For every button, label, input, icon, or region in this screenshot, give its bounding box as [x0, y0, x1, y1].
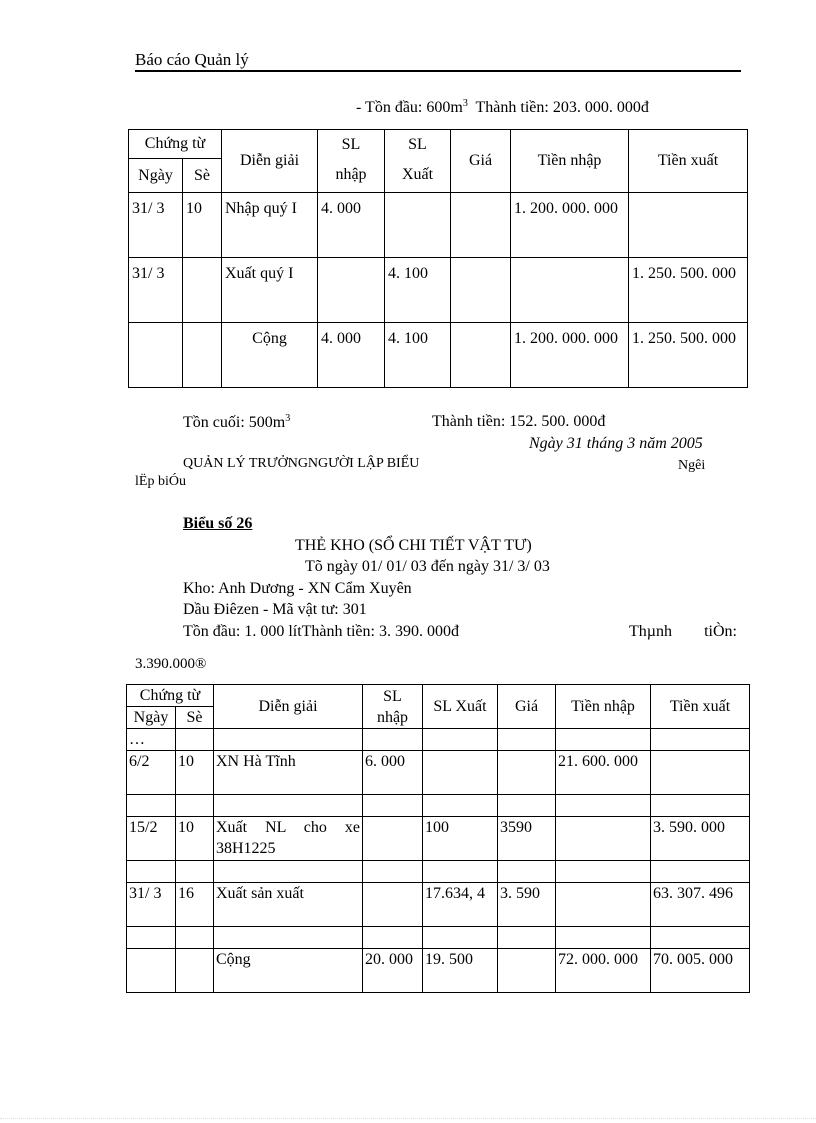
table-row-total	[127, 949, 750, 993]
cell-dien-giai: Nhập quý I	[222, 193, 318, 258]
cell-dien-giai: Xuất quý I	[222, 258, 318, 323]
cell-sl-xuat: 4. 100	[385, 258, 451, 323]
header-tien-nhap: Tiền nhập	[511, 130, 629, 193]
closing-amount: Thành tiền: 152. 500. 000đ	[432, 413, 606, 430]
header-sl-nhap: SL nhập	[318, 130, 385, 193]
table-row	[127, 751, 750, 795]
cell-tien-xuat	[629, 193, 748, 258]
closing-balance-label: Tồn cuối: 500m	[183, 414, 286, 431]
cell-ngay: 31/ 3	[129, 258, 183, 323]
cell-sl-nhap: 4. 000	[318, 323, 385, 388]
cell-sl-xuat	[423, 751, 498, 795]
header-so: Sè	[176, 707, 214, 729]
page-header-title: Báo cáo Quản lý	[135, 50, 249, 69]
cell-tien-nhap	[511, 258, 629, 323]
cell-sl-nhap: 6. 000	[363, 751, 423, 795]
cell-tien-xuat: 1. 250. 500. 000	[629, 323, 748, 388]
cell-sl-xuat	[385, 193, 451, 258]
cell-so	[176, 949, 214, 993]
header-ngay: Ngày	[129, 159, 183, 193]
cell-sl-nhap	[363, 817, 423, 861]
cell-sl-nhap	[363, 883, 423, 927]
stock-table-1	[128, 129, 748, 388]
table-row	[127, 817, 750, 861]
cell-tien-xuat: 70. 005. 000	[651, 949, 750, 993]
section-title: THẺ KHO (SỔ CHI TIẾT VẬT TƯ)	[295, 537, 532, 554]
opening-balance-exponent: 3	[462, 98, 468, 109]
cell-ngay: 31/ 3	[127, 883, 176, 927]
cell-tien-nhap: 21. 600. 000	[556, 751, 651, 795]
cell-sl-xuat: 4. 100	[385, 323, 451, 388]
opening-balance-2: Tồn đầu: 1. 000 lítThành tiền: 3. 390. 000đ	[183, 623, 459, 640]
stock-table-2	[126, 684, 750, 993]
form-number: Biểu số 26	[183, 515, 253, 532]
header-gia: Giá	[451, 130, 511, 193]
cell-gia	[451, 323, 511, 388]
header-sl-xuat: SL Xuất	[423, 685, 498, 729]
header-tien-xuat: Tiền xuất	[629, 130, 748, 193]
table-row-spacer	[127, 861, 750, 883]
header-tien-nhap: Tiền nhập	[556, 685, 651, 729]
cell-so	[183, 323, 222, 388]
cell-so: 10	[176, 751, 214, 795]
cell-tien-nhap	[556, 883, 651, 927]
cell-gia	[498, 949, 556, 993]
table2-header-row-1	[127, 685, 750, 707]
closing-balance-exponent: 3	[285, 413, 291, 424]
cell-tien-xuat	[651, 751, 750, 795]
cell-sl-xuat: 19. 500	[423, 949, 498, 993]
warehouse: Kho: Anh Dương - XN Cẩm Xuyên	[183, 580, 412, 597]
header-chung-tu: Chứng từ	[129, 130, 222, 159]
header-dien-giai: Diễn giải	[214, 685, 363, 729]
page-bottom-edge	[0, 1118, 816, 1119]
cell-gia: 3. 590	[498, 883, 556, 927]
header-sl-nhap: SL nhập	[363, 685, 423, 729]
header-rule	[135, 70, 741, 72]
cell-sl-xuat: 100	[423, 817, 498, 861]
garbled-value: 3.390.000®	[135, 656, 207, 672]
cell-ngay	[127, 949, 176, 993]
header-dien-giai: Diễn giải	[222, 130, 318, 193]
opening-balance-amount: Thành tiền: 203. 000. 000đ	[475, 99, 649, 116]
cell-sl-nhap: 4. 000	[318, 193, 385, 258]
cell-dien-giai: XN Hà Tĩnh	[214, 751, 363, 795]
table-row-spacer	[127, 795, 750, 817]
cell-tien-xuat: 3. 590. 000	[651, 817, 750, 861]
signature-left: lËp biÓu	[135, 474, 186, 489]
period: Tõ ngày 01/ 01/ 03 đến ngày 31/ 3/ 03	[305, 558, 550, 575]
cell-dien-giai: Xuất NL cho xe 38H1225	[214, 817, 363, 861]
cell-tien-xuat: 1. 250. 500. 000	[629, 258, 748, 323]
table-row	[129, 193, 748, 258]
cell-ngay: 15/2	[127, 817, 176, 861]
cell-dien-giai: Cộng	[214, 949, 363, 993]
material: Dầu Điêzen - Mã vật tư: 301	[183, 601, 367, 618]
cell-tien-nhap: 72. 000. 000	[556, 949, 651, 993]
header-gia: Giá	[498, 685, 556, 729]
table-row	[129, 258, 748, 323]
cell-tien-xuat: 63. 307. 496	[651, 883, 750, 927]
cell-dien-giai: Cộng	[222, 323, 318, 388]
cell-gia	[451, 258, 511, 323]
cell-tien-nhap: 1. 200. 000. 000	[511, 193, 629, 258]
cell-sl-xuat: 17.634, 4	[423, 883, 498, 927]
table-row-spacer	[127, 927, 750, 949]
cell-gia	[498, 751, 556, 795]
garbled-label: Thµnh tiÒn:	[629, 623, 737, 640]
cell-ngay: 6/2	[127, 751, 176, 795]
table-row-ellipsis	[127, 729, 750, 751]
table1-header-row-1	[129, 130, 748, 159]
cell-ellipsis: …	[127, 729, 176, 751]
signature-right: Ngêi	[678, 458, 706, 473]
cell-ngay: 31/ 3	[129, 193, 183, 258]
cell-tien-nhap: 1. 200. 000. 000	[511, 323, 629, 388]
header-ngay: Ngày	[127, 707, 176, 729]
signature-titles: QUẢN LÝ TRƯỞNGNGƯỜI LẬP BIỂU	[183, 456, 420, 471]
table-row-total	[129, 323, 748, 388]
cell-so: 10	[176, 817, 214, 861]
cell-ngay	[129, 323, 183, 388]
report-date: Ngày 31 tháng 3 năm 2005	[529, 435, 703, 452]
cell-gia	[451, 193, 511, 258]
header-chung-tu: Chứng từ	[127, 685, 214, 707]
cell-so	[183, 258, 222, 323]
header-sl-xuat: SL Xuất	[385, 130, 451, 193]
cell-tien-nhap	[556, 817, 651, 861]
header-tien-xuat: Tiền xuất	[651, 685, 750, 729]
cell-sl-nhap	[318, 258, 385, 323]
cell-dien-giai: Xuất sản xuất	[214, 883, 363, 927]
opening-balance-label: - Tồn đầu: 600m	[356, 99, 463, 116]
header-so: Sè	[183, 159, 222, 193]
cell-gia: 3590	[498, 817, 556, 861]
cell-sl-nhap: 20. 000	[363, 949, 423, 993]
cell-so: 10	[183, 193, 222, 258]
opening-balance-line	[356, 98, 649, 117]
closing-balance	[183, 413, 290, 432]
table-row	[127, 883, 750, 927]
cell-so: 16	[176, 883, 214, 927]
